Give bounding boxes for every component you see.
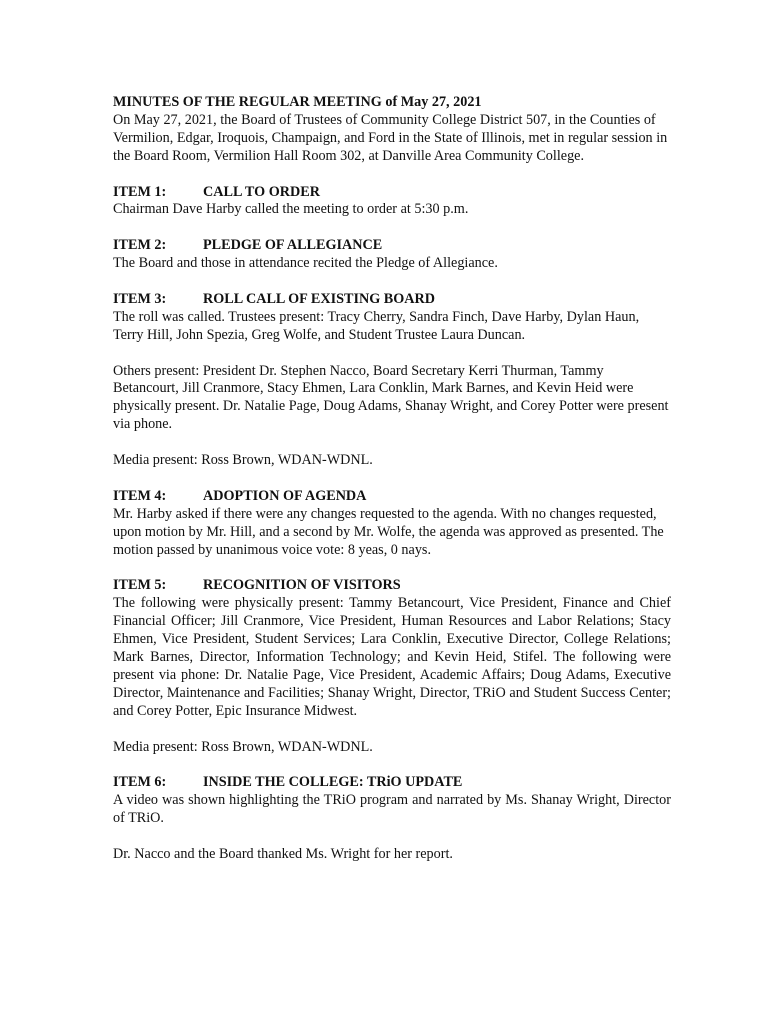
item-heading: [113, 774, 671, 792]
minutes-document: [113, 94, 671, 864]
item-heading: [113, 577, 671, 595]
item-paragraph: The following were physically present: Tammy Betancourt, Vice President, Finance and Chief Financial Officer; Jill Cranmore, Vice President, Human Resources and Labor Relations; Stacy Ehmen, Vice President, Student Services; Lara Conklin, Executive Director, College Relations; Mark Barnes, Director, Information Technology; and Kevin Heid, Stifel. The following were present via phone: Dr. Natalie Page, Vice President, Academic Affairs; Doug Adams, Executive Director, Maintenance and Facilities; Shanay Wright, Director, TRiO and Student Success Center; and Corey Potter, Epic Insurance Midwest.: [113, 595, 671, 719]
document-title: MINUTES OF THE REGULAR MEETING of May 27, 2021: [113, 94, 482, 110]
item-title: RECOGNITION OF VISITORS: [203, 577, 401, 594]
item-title: ADOPTION OF AGENDA: [203, 487, 367, 504]
item-paragraph: A video was shown highlighting the TRiO program and narrated by Ms. Shanay Wright, Director of TRiO.: [113, 792, 671, 827]
item-number: ITEM 1:: [113, 183, 167, 200]
item-section-4: [113, 488, 671, 560]
intro-paragraph: On May 27, 2021, the Board of Trustees of Community College District 507, in the Counties of Vermilion, Edgar, Iroquois, Champaign, and Ford in the State of Illinois, met in regular session in the Board Room, Vermilion Hall Room 302, at Danville Area Community College.: [113, 111, 668, 164]
item-title: ROLL CALL OF EXISTING BOARD: [203, 290, 436, 307]
item-paragraph: Mr. Harby asked if there were any changes requested to the agenda. With no changes requested, upon motion by Mr. Hill, and a second by Mr. Wolfe, the agenda was approved as presented. The motion passed by unanimous voice vote: 8 yeas, 0 nays.: [113, 505, 664, 558]
item-number: ITEM 4:: [113, 487, 167, 504]
item-paragraph: Media present: Ross Brown, WDAN-WDNL.: [113, 738, 373, 755]
item-paragraph: Others present: President Dr. Stephen Nacco, Board Secretary Kerri Thurman, Tammy Betancourt, Jill Cranmore, Stacy Ehmen, Lara Conklin, Mark Barnes, and Kevin Heid were physically present. Dr. Natalie Page, Doug Adams, Shanay Wright, and Corey Potter were present via phone.: [113, 362, 669, 433]
item-section-2: [113, 237, 671, 273]
item-paragraph: The Board and those in attendance recited the Pledge of Allegiance.: [113, 255, 498, 272]
item-number: ITEM 5:: [113, 577, 167, 594]
item-paragraph: Chairman Dave Harby called the meeting to order at 5:30 p.m.: [113, 201, 469, 218]
item-number: ITEM 3:: [113, 290, 167, 307]
item-section-6: [113, 774, 671, 864]
item-paragraph: Media present: Ross Brown, WDAN-WDNL.: [113, 452, 373, 469]
item-heading: [113, 184, 671, 202]
item-heading: [113, 237, 671, 255]
item-section-5: [113, 577, 671, 756]
item-number: ITEM 6:: [113, 774, 167, 791]
item-paragraph: Dr. Nacco and the Board thanked Ms. Wright for her report.: [113, 845, 453, 862]
item-paragraph: The roll was called. Trustees present: Tracy Cherry, Sandra Finch, Dave Harby, Dylan Haun, Terry Hill, John Spezia, Greg Wolfe, and Student Trustee Laura Duncan.: [113, 308, 640, 343]
item-title: CALL TO ORDER: [203, 183, 320, 200]
item-section-3: [113, 291, 671, 470]
item-section-1: [113, 184, 671, 220]
item-title: PLEDGE OF ALLEGIANCE: [203, 237, 383, 254]
item-heading: [113, 488, 671, 506]
item-heading: [113, 291, 671, 309]
item-title: INSIDE THE COLLEGE: TRiO UPDATE: [203, 774, 463, 791]
item-number: ITEM 2:: [113, 237, 167, 254]
